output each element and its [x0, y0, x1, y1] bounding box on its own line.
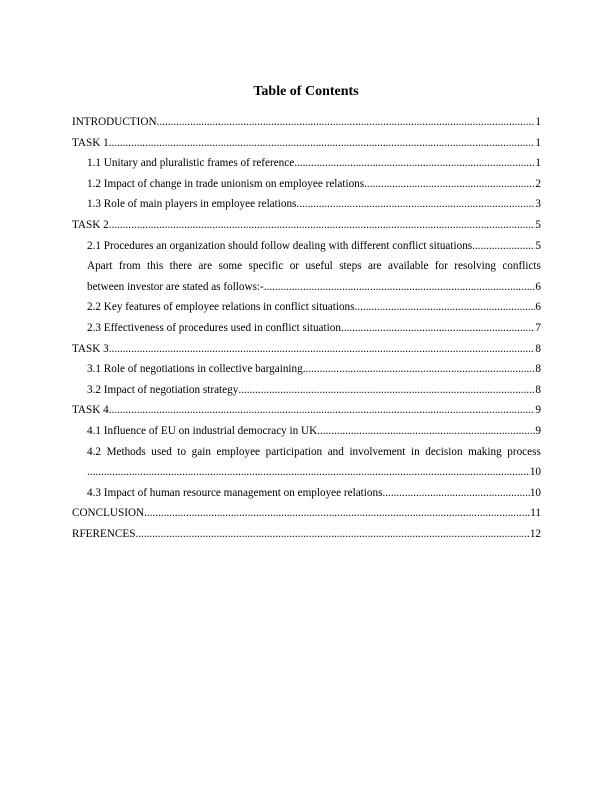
toc-entry-text: 2.3 Effectiveness of procedures used in conflict situation: [87, 321, 341, 334]
toc-page-number: 1: [535, 136, 541, 149]
toc-entry[interactable]: [72, 524, 541, 545]
toc-page-number: 8: [535, 363, 541, 376]
toc-entry-text: RFERENCES: [72, 527, 136, 540]
toc-page-number: 10: [529, 466, 541, 479]
toc-entry-word: Methods: [106, 445, 146, 458]
toc-entry-line: [87, 462, 541, 483]
toc-entry-word: involvement: [349, 445, 406, 458]
toc-leader-dots: [144, 503, 530, 524]
toc-entry-word: making: [468, 445, 502, 458]
toc-entry-word: available: [388, 260, 429, 273]
toc-entry-word: 4.2: [87, 445, 101, 458]
toc-page-number: 8: [535, 383, 541, 396]
toc-entry-word: are: [198, 260, 213, 273]
toc-page-number: 2: [535, 177, 541, 190]
toc-entry[interactable]: [72, 153, 541, 174]
toc-leader-dots: [296, 194, 535, 215]
toc-entry-word: and: [327, 445, 344, 458]
toc-entry-text: 1.1 Unitary and pluralistic frames of reference: [87, 157, 295, 170]
toc-leader-dots: [355, 297, 536, 318]
toc-entry-word: useful: [305, 260, 333, 273]
toc-entry-word: steps: [339, 260, 362, 273]
toc-entry-word: from: [118, 260, 141, 273]
toc-entry-text: between investor are stated as follows:-: [87, 280, 264, 293]
toc-entry[interactable]: [72, 112, 541, 133]
toc-entry-word: are: [367, 260, 382, 273]
toc-entry[interactable]: [72, 359, 541, 380]
toc-entry-text: INTRODUCTION: [72, 116, 157, 128]
toc-entry-word: participation: [265, 445, 323, 458]
toc-leader-dots: [238, 380, 535, 401]
toc-entry-word: in: [410, 445, 420, 458]
toc-leader-dots: [382, 483, 529, 504]
toc-leader-dots: [364, 174, 535, 195]
toc-page-number: 5: [535, 218, 541, 231]
toc-leader-dots: [294, 153, 535, 174]
toc-entry-word: Apart: [87, 260, 113, 273]
toc-entry-text: TASK 2: [72, 218, 109, 231]
toc-leader-dots: [135, 524, 529, 545]
toc-entry-line: [87, 442, 541, 463]
toc-entry-text: 3.1 Role of negotiations in collective bargaining: [87, 363, 303, 376]
toc-page-number: 10: [529, 486, 541, 499]
toc-entry-word: gain: [191, 445, 211, 458]
toc-entry-text: CONCLUSION: [72, 507, 145, 520]
toc-page-number: 1: [535, 116, 541, 128]
toc-page-number: 12: [529, 527, 541, 540]
toc-entry-text: TASK 1: [72, 136, 109, 149]
toc-entry-text: 3.2 Impact of negotiation strategy: [87, 383, 239, 396]
toc-page-number: 7: [535, 321, 541, 334]
toc-entry-line: [87, 277, 541, 298]
toc-entry-word: conflicts: [502, 260, 541, 273]
toc-entry-word: or: [289, 260, 300, 273]
toc-entry[interactable]: [72, 174, 541, 195]
table-of-contents: [72, 112, 541, 544]
toc-entry-word: to: [177, 445, 187, 458]
toc-entry-word: resolving: [454, 260, 496, 273]
toc-leader-dots: [264, 277, 536, 298]
toc-entry-word: this: [147, 260, 164, 273]
toc-entry[interactable]: [72, 339, 541, 360]
toc-entry-text: 4.3 Impact of human resource management on employee relations: [87, 486, 383, 499]
toc-leader-dots: [157, 112, 536, 133]
toc-leader-dots: [87, 462, 530, 483]
toc-entry[interactable]: [72, 318, 541, 339]
toc-entry[interactable]: [72, 215, 541, 236]
toc-page-number: 6: [535, 301, 541, 314]
toc-entry-wrapped[interactable]: [72, 442, 541, 483]
toc-entry-word: process: [507, 445, 541, 458]
toc-entry[interactable]: [72, 297, 541, 318]
toc-entry-text: TASK 3: [72, 342, 109, 355]
toc-leader-dots: [109, 133, 536, 154]
toc-page-number: 3: [535, 198, 541, 211]
toc-entry-line: [87, 256, 541, 277]
toc-page-number: 1: [535, 157, 541, 170]
toc-page-number: 9: [535, 424, 541, 437]
toc-entry-wrapped[interactable]: [72, 256, 541, 297]
toc-entry-word: used: [151, 445, 172, 458]
toc-leader-dots: [109, 400, 536, 421]
toc-leader-dots: [341, 318, 535, 339]
toc-entry[interactable]: [72, 194, 541, 215]
toc-entry[interactable]: [72, 483, 541, 504]
toc-entry[interactable]: [72, 133, 541, 154]
toc-entry-word: for: [434, 260, 448, 273]
toc-leader-dots: [109, 215, 536, 236]
toc-entry-text: 1.2 Impact of change in trade unionism on employee relations: [87, 177, 365, 190]
toc-entry-text: TASK 4: [72, 404, 109, 417]
toc-entry[interactable]: [72, 236, 541, 257]
toc-leader-dots: [303, 359, 536, 380]
toc-leader-dots: [109, 339, 536, 360]
toc-entry[interactable]: [72, 400, 541, 421]
toc-entry-text: 4.1 Influence of EU on industrial democracy in UK: [87, 424, 318, 437]
toc-page-number: 11: [530, 507, 541, 520]
toc-entry-word: specific: [248, 260, 284, 273]
toc-entry[interactable]: [72, 503, 541, 524]
toc-page-number: 9: [535, 404, 541, 417]
toc-entry[interactable]: [72, 380, 541, 401]
toc-entry-word: some: [218, 260, 243, 273]
toc-page-number: 5: [535, 239, 541, 252]
toc-entry[interactable]: [72, 421, 541, 442]
toc-entry-word: employee: [216, 445, 261, 458]
toc-leader-dots: [472, 236, 535, 257]
toc-page-number: 6: [535, 280, 541, 293]
toc-entry-text: 2.2 Key features of employee relations in conflict situations: [87, 301, 355, 314]
toc-entry-text: 1.3 Role of main players in employee relations: [87, 198, 297, 211]
toc-leader-dots: [317, 421, 535, 442]
toc-entry-text: 2.1 Procedures an organization should follow dealing with different conflict situations: [87, 239, 473, 252]
toc-page-number: 8: [535, 342, 541, 355]
toc-entry-word: there: [169, 260, 192, 273]
toc-entry-word: decision: [425, 445, 463, 458]
toc-title: Table of Contents: [253, 84, 359, 99]
